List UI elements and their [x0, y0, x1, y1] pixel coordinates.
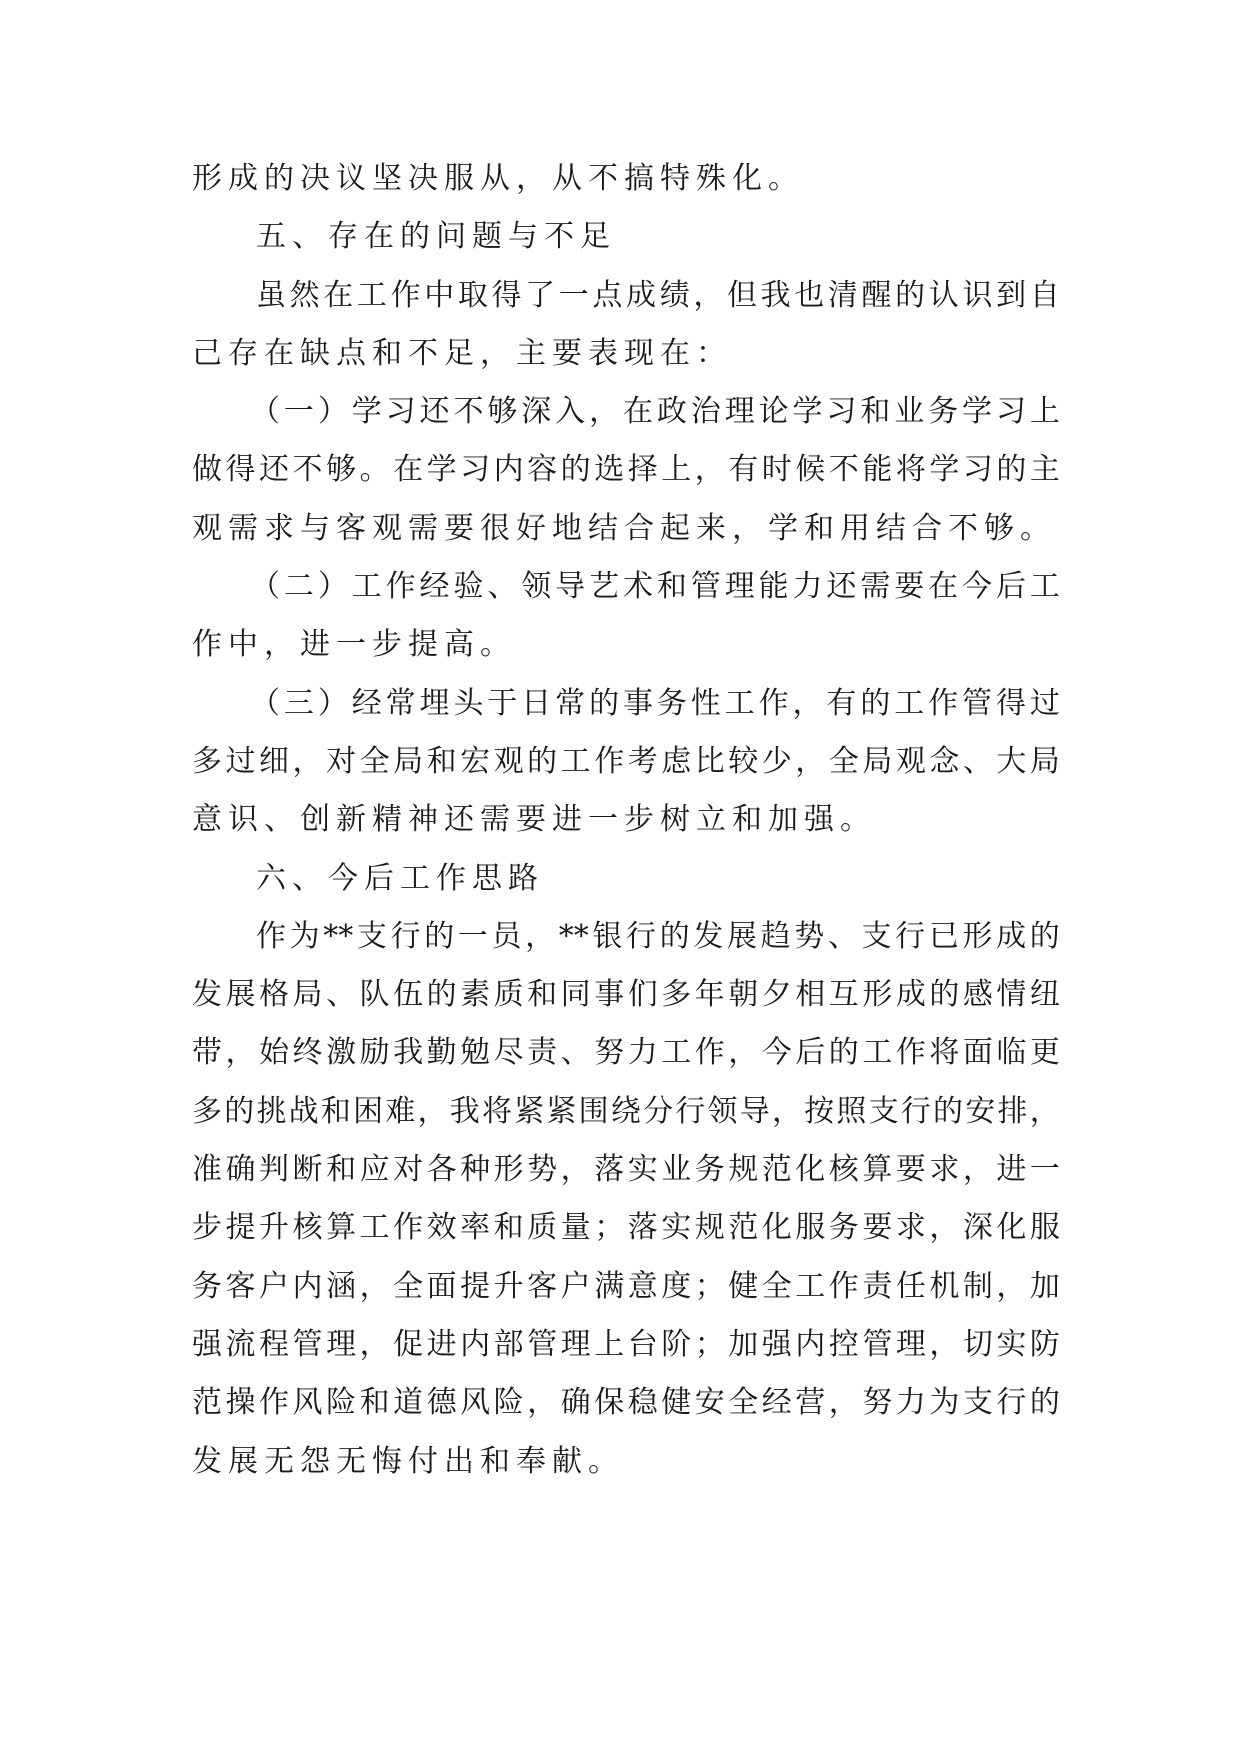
text-line: 形成的决议坚决服从，从不搞特殊化。	[192, 161, 804, 196]
section-heading: 六、今后工作思路	[256, 860, 544, 896]
text-line: 多 的 挑 战 和 困 难 ， 我 将 紧 紧 围 绕 分 行 领 导 ， 按 照 支 行 的 安 排 ，	[192, 1093, 1060, 1129]
text-line: 五、存在的问题与不足	[256, 219, 616, 255]
text-line: 发 展 格 局 、 队 伍 的 素 质 和 同 事 们 多 年 朝 夕 相 互 形 成 的 感 情 纽	[192, 977, 1060, 1013]
text-line: 步 提 升 核 算 工 作 效 率 和 质 量 ； 落 实 规 范 化 服 务 要 求 ， 深 化 服	[192, 1210, 1060, 1246]
text-line: 多 过 细 ， 对 全 局 和 宏 观 的 工 作 考 虑 比 较 少 ， 全 局 观 念 、 大 局	[192, 743, 1060, 779]
text-line: 准 确 判 断 和 应 对 各 种 形 势 ， 落 实 业 务 规 范 化 核 算 要 求 ， 进 一	[192, 1152, 1060, 1188]
text-line: 强 流 程 管 理 ， 促 进 内 部 管 理 上 台 阶 ； 加 强 内 控 管 理 ， 切 实 防	[192, 1326, 1060, 1362]
text-line: （ 二 ） 工 作 经 验 、 领 导 艺 术 和 管 理 能 力 还 需 要 在 今 后 工	[250, 569, 1060, 605]
text-line: （ 三 ） 经 常 埋 头 于 日 常 的 事 务 性 工 作 ， 有 的 工 作 管 得 过	[250, 685, 1060, 721]
text-line: 发展无怨无悔付出和奉献。	[192, 1443, 624, 1479]
text-line: 务 客 户 内 涵 ， 全 面 提 升 客 户 满 意 度 ； 健 全 工 作 责 任 机 制 ， 加	[192, 1268, 1060, 1304]
text-line: 作中，进一步提高。	[192, 627, 516, 663]
text-line: 观需求与客观需要很好地结合起来，学和用结合不够。	[192, 510, 1056, 546]
text-line: 作 为 ** 支 行 的 一 员 ， ** 银 行 的 发 展 趋 势 、 支 行 已 形 成 的	[256, 918, 1060, 954]
text-line: 范 操 作 风 险 和 道 德 风 险 ， 确 保 稳 健 安 全 经 营 ， 努 力 为 支 行 的	[192, 1385, 1060, 1421]
text-line: 虽 然 在 工 作 中 取 得 了 一 点 成 绩 ， 但 我 也 清 醒 的 认 识 到 自	[256, 277, 1060, 313]
text-line: 做 得 还 不 够 。 在 学 习 内 容 的 选 择 上 ， 有 时 候 不 能 将 学 习 的 主	[192, 452, 1060, 488]
text-line: （ 一 ） 学 习 还 不 够 深 入 ， 在 政 治 理 论 学 习 和 业 务 学 习 上	[250, 394, 1060, 430]
text-line: 意识、创新精神还需要进一步树立和加强。	[192, 802, 876, 838]
document-page	[192, 150, 1060, 1491]
text-line: 己存在缺点和不足，主要表现在：	[192, 335, 732, 371]
text-line: 带 ， 始 终 激 励 我 勤 勉 尽 责 、 努 力 工 作 ， 今 后 的 工 作 将 面 临 更	[192, 1035, 1060, 1071]
